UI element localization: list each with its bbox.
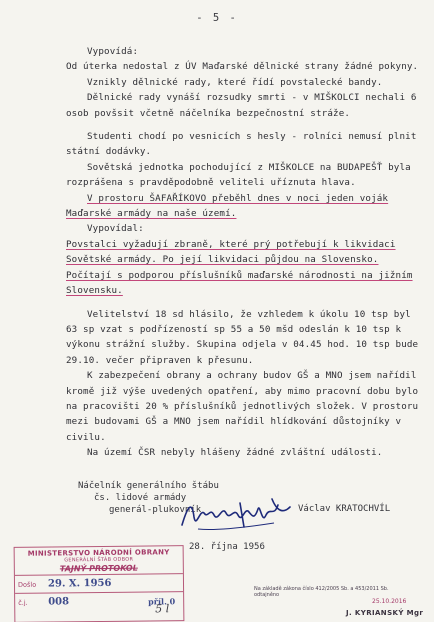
stamp-attachments: příl. 0	[148, 595, 176, 606]
stamp-reference-label: č.j.	[18, 598, 28, 607]
archive-stamp-status: odtajněno	[254, 592, 280, 598]
stamp-classification: TAJNÝ PROTOKOL	[59, 563, 138, 574]
signature-title-line2: čs. lidové armády	[94, 493, 187, 503]
paragraph-vypovida: Vypovídá:	[87, 46, 139, 57]
stamp-handwritten-note: 5 l	[155, 602, 170, 616]
paragraph-death-sentences: Dělnické rady vynáší rozsudky smrti - v MIŠKOLCI nechali 6 osob povšsit včetně náčelníka bezpečnostní stráže.	[66, 92, 417, 119]
archive-stamp-date: 25.10.2016	[372, 598, 407, 605]
page-number: - 5 -	[196, 12, 238, 24]
registry-stamp	[14, 545, 185, 622]
signature-title-line3: generál-plukovník	[109, 505, 202, 515]
signature-title-line1: Náčelník generálního štábu	[78, 481, 219, 491]
paragraph-students: Studenti chodí po vesnicích s hesly - rolníci nemusí plnit státní dodávky.	[66, 131, 417, 158]
report-body	[66, 44, 422, 461]
paragraph-no-events: Na území ČSR nebyly hlášeny žádné zvláštní události.	[87, 447, 383, 459]
paragraph-soviet-unit: Sovětská jednotka pochodující z MIŠKOLCE na BUDAPEŠŤ byla rozprášena s pravděpodobně veliteli uříznuta hlava.	[66, 161, 411, 189]
paragraph-insurgents-weapons: Povstalci vyžadují zbraně, které prý potřebují k likvidaci Sovětské armády. Po její likvidaci půjdou na Slovensko. Počítají s podporou příslušníků maďarské národnosti na jižním Slovensku.	[66, 238, 413, 297]
stamp-received-date: 29. X. 1956	[47, 577, 112, 590]
stamp-ministry: MINISTERSTVO NÁRODNÍ OBRANY	[27, 548, 170, 558]
archive-stamp-name: J. KYRIANSKÝ Mgr	[346, 609, 424, 617]
signature-date: 28. října 1956	[189, 542, 265, 552]
handwritten-signature	[178, 495, 296, 535]
stamp-row-received	[15, 573, 183, 593]
archive-stamp-law: Na základě zákona číslo 412/2005 Sb. a 453/2011 Sb.	[254, 586, 389, 592]
paragraph-no-instructions: Od úterka nedostal z ÚV Maďarské dělnické strany žádné pokyny.	[66, 61, 419, 73]
paragraph-workers-councils: Vznikly dělnické rady, které řídí povstalecké bandy.	[87, 76, 383, 88]
stamp-received-label: Došlo	[17, 580, 37, 589]
paragraph-deserter: V prostoru ŠAFAŘÍKOVO přeběhl dnes v noci jeden voják Maďarské armády na naše území.	[66, 192, 389, 220]
stamp-reference-number: 008	[48, 596, 70, 608]
paragraph-vypovidal: Vypovídal:	[87, 223, 144, 235]
paragraph-building-protection: K zabezpečení obrany a ochrany budov GŠ a MNO jsem nařídil kromě již výše uvedených opatření, aby mimo pracovní dobu bylo na pracovišti 20 % příslušníků jednotlivých složek. V prostoru mezi budovami GŠ a MNO jsem nařídil hlídkování důstojníky v civilu.	[66, 370, 419, 443]
signatory-name: Václav KRATOCHVÍL	[298, 504, 391, 514]
paragraph-headquarters-18sd: Velitelství 18 sd hlásilo, že vzhledem k úkolu 10 tsp byl 63 sp vzat s podřízeností sp 55 a 50 mšd odeslán k 10 tsp k výkonu strážní služby. Skupina odjela v 04.45 hod. 10 tsp bude 29.10. večer připraven k přesunu.	[66, 308, 419, 366]
declassification-stamp	[254, 586, 434, 622]
stamp-subtitle: GENERÁLNÍ ŠTÁB ODBOR	[64, 556, 134, 564]
